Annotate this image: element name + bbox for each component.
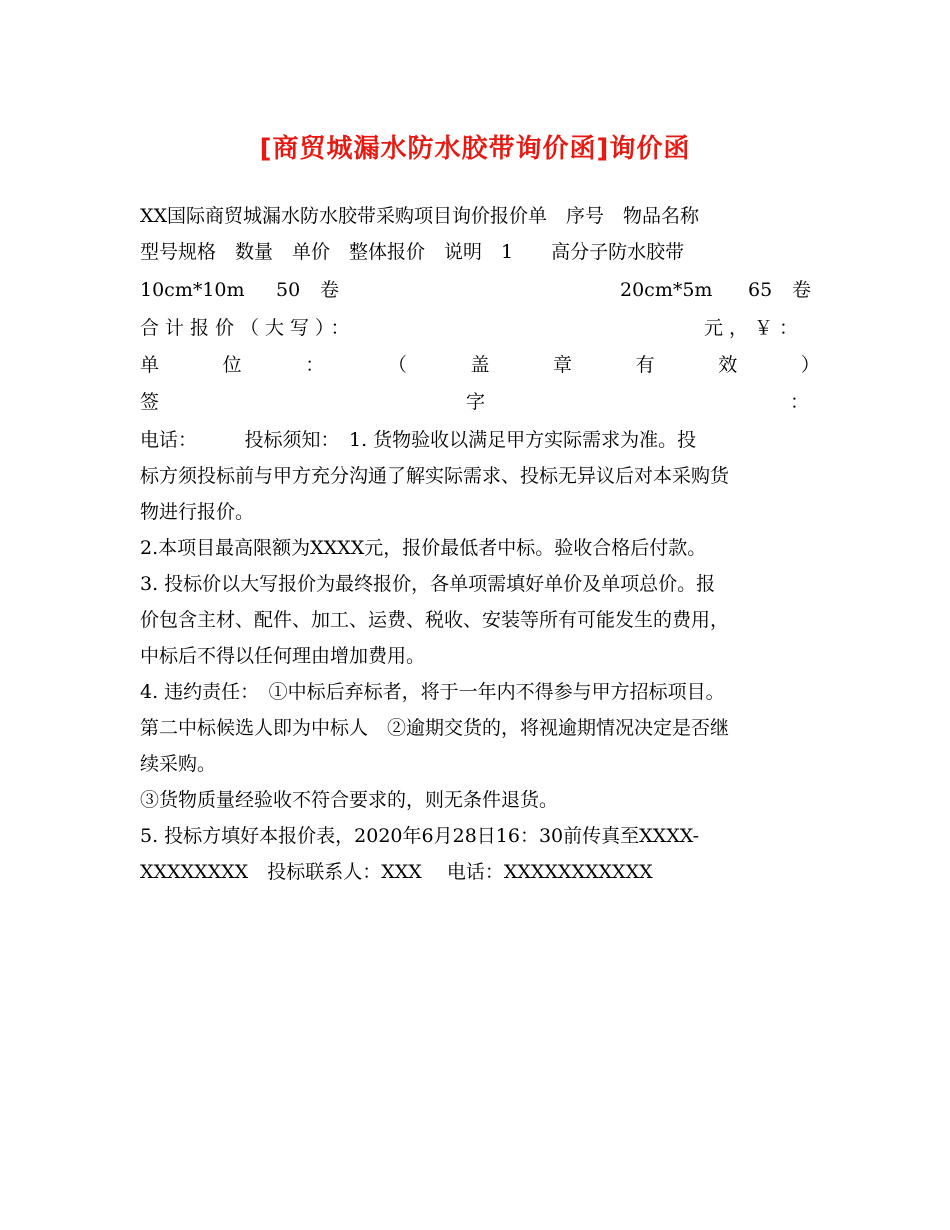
text-l18: 5. 投标方填好本报价表，2020年6月28日16：30前传真至XXXX- xyxy=(140,825,699,847)
document-title: [商贸城漏水防水胶带询价函]询价函 xyxy=(259,134,691,164)
text-line-11 xyxy=(140,566,820,602)
text-line-1 xyxy=(140,198,820,234)
sign-char-2: 字 xyxy=(466,391,486,413)
text-line-10 xyxy=(140,530,820,566)
text-l15: 第二中标候选人即为中标人 ②逾期交货的，将视逾期情况决定是否继 xyxy=(140,717,730,739)
text-l8: 标方须投标前与甲方充分沟通了解实际需求、投标无异议后对本采购货 xyxy=(140,465,730,487)
text-line-7 xyxy=(140,422,820,458)
unit-char: （ xyxy=(387,354,407,376)
text-l13: 中标后不得以任何理由增加费用。 xyxy=(140,645,426,667)
text-l7: 电话： 投标须知： 1. 货物验收以满足甲方实际需求为准。投 xyxy=(140,429,697,451)
text-l2: 型号规格 数量 单价 整体报价 说明 1 高分子防水胶带 xyxy=(140,241,685,263)
text-l9: 物进行报价。 xyxy=(140,501,255,523)
text-line-6 xyxy=(140,384,820,420)
text-line-18 xyxy=(140,818,820,854)
text-line-5 xyxy=(140,347,820,383)
total-label: 合计报价（大写）： xyxy=(140,317,356,339)
text-line-3 xyxy=(140,272,820,308)
unit-char: ： xyxy=(305,354,325,376)
text-l17: ③货物质量经验收不符合要求的，则无条件退货。 xyxy=(140,789,559,811)
text-line-9 xyxy=(140,494,820,530)
unit-char: ） xyxy=(800,354,820,376)
spec-2: 20cm*5m xyxy=(620,279,713,301)
text-line-12 xyxy=(140,602,820,638)
sign-colon: ： xyxy=(790,391,810,413)
unit-char: 章 xyxy=(553,354,573,376)
sign-char: 签 xyxy=(140,391,160,413)
unit-char: 位 xyxy=(222,354,242,376)
text-line-8 xyxy=(140,458,820,494)
qty-1: 50 xyxy=(276,279,301,301)
text-l1: XX国际商贸城漏水防水胶带采购项目询价报价单 序号 物品名称 xyxy=(140,205,700,227)
text-line-16 xyxy=(140,746,820,782)
unit-2: 卷 xyxy=(792,279,812,301)
unit-char: 盖 xyxy=(470,354,490,376)
text-l14: 4. 违约责任： ①中标后弃标者，将于一年内不得参与甲方招标项目。 xyxy=(140,681,725,703)
currency-label: 元，￥： xyxy=(704,317,805,339)
text-line-17 xyxy=(140,782,820,818)
text-l12: 价包含主材、配件、加工、运费、税收、安装等所有可能发生的费用， xyxy=(140,609,730,631)
text-l11: 3. 投标价以大写报价为最终报价，各单项需填好单价及单项总价。报 xyxy=(140,573,716,595)
unit-char: 效 xyxy=(718,354,738,376)
text-l19: XXXXXXXX 投标联系人：XXX 电话：XXXXXXXXXXX xyxy=(140,861,653,883)
text-line-14 xyxy=(140,674,820,710)
qty-2: 65 xyxy=(748,279,773,301)
text-l10: 2.本项目最高限额为XXXX元，报价最低者中标。验收合格后付款。 xyxy=(140,537,707,559)
unit-char: 有 xyxy=(635,354,655,376)
spec-1: 10cm*10m xyxy=(140,279,245,301)
text-line-19 xyxy=(140,854,820,890)
unit-char: 单 xyxy=(140,354,160,376)
text-line-15 xyxy=(140,710,820,746)
text-line-4 xyxy=(140,310,820,346)
text-line-13 xyxy=(140,638,820,674)
unit-1: 卷 xyxy=(320,279,340,301)
text-line-2 xyxy=(140,234,820,270)
text-l16: 续采购。 xyxy=(140,753,217,775)
